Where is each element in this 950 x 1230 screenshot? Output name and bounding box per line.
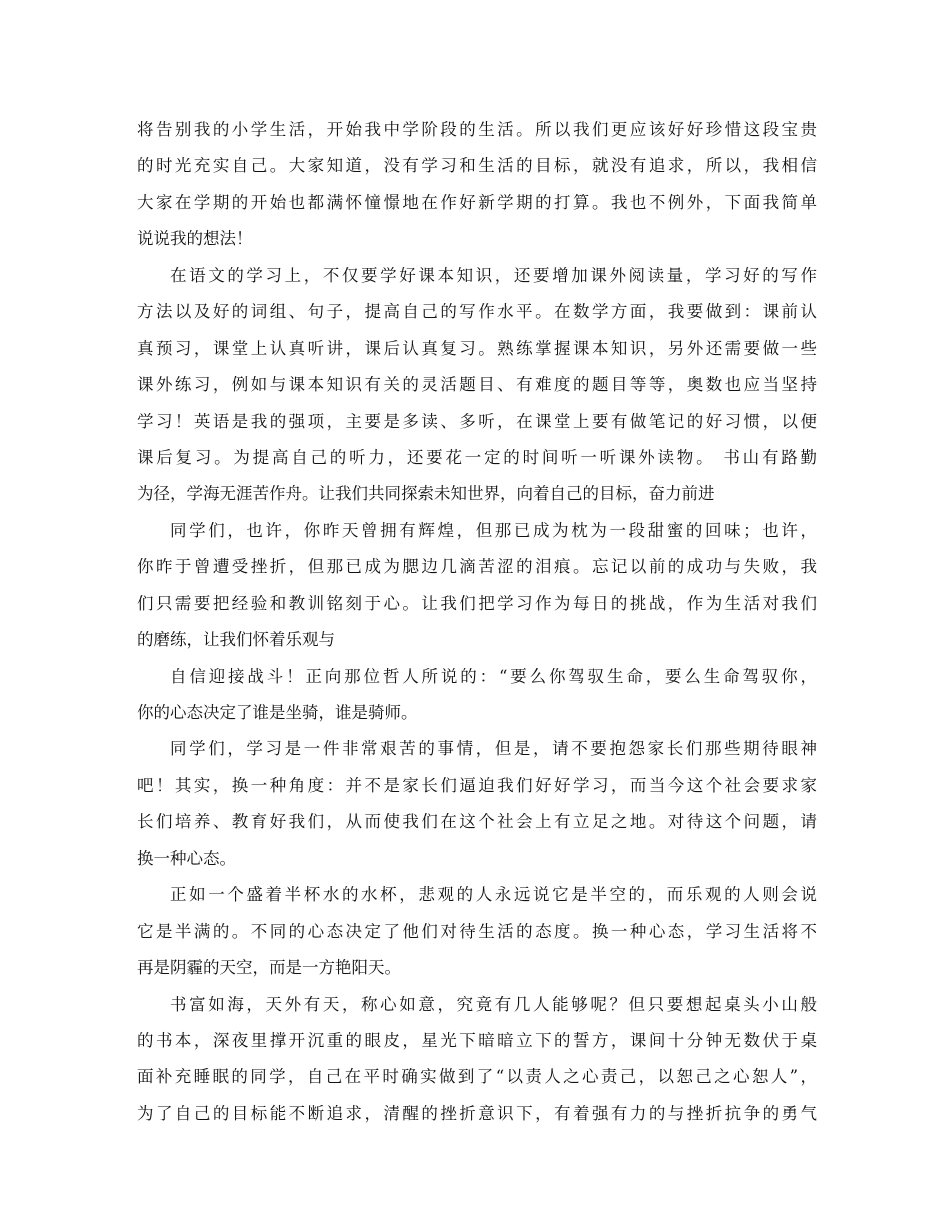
paragraph-first-line: 书富如海，天外有天，称心如意，究竟有几人能够呢？但只要想起桌头小山般: [170, 994, 817, 1014]
text-line: 方法以及好的词组、句子，提高自己的写作水平。在数学方面，我要做到：课前认: [137, 302, 817, 322]
paragraph-first-line: 在语文的学习上，不仅要学好课本知识，还要增加课外阅读量，学习好的写作: [170, 265, 817, 285]
text-line: 换一种心态。: [137, 848, 236, 868]
text-line: 你昨于曾遭受挫折，但那已成为腮边几滴苦涩的泪痕。忘记以前的成功与失败，我: [137, 557, 817, 577]
text-line: 它是半满的。不同的心态决定了他们对待生活的态度。换一种心态，学习生活将不: [137, 921, 817, 941]
text-line: 学习！英语是我的强项，主要是多读、多听，在课堂上要有做笔记的好习惯，以便: [137, 411, 817, 431]
text-line: 再是阴霾的天空，而是一方艳阳天。: [137, 958, 401, 978]
text-line: 面补充睡眠的同学，自己在平时确实做到了“以责人之心责己，以恕己之心恕人”，: [137, 1067, 817, 1087]
text-line: 课外练习，例如与课本知识有关的灵活题目、有难度的题目等等，奥数也应当坚持: [137, 375, 817, 395]
text-line: 的磨练，让我们怀着乐观与: [137, 630, 335, 650]
paragraph-first-line: 同学们，也许，你昨天曾拥有辉煌，但那已成为枕为一段甜蜜的回味；也许，: [170, 520, 817, 540]
text-line: 将告别我的小学生活，开始我中学阶段的生活。所以我们更应该好好珍惜这段宝贵: [137, 120, 817, 139]
text-line: 为径，学海无涯苦作舟。让我们共同探索未知世界，向着自己的目标，奋力前进: [137, 484, 715, 504]
text-line: 真预习，课堂上认真听讲，课后认真复习。熟练掌握课本知识，另外还需要做一些: [137, 338, 817, 358]
text-line: 的时光充实自己。大家知道，没有学习和生活的目标，就没有追求，所以，我相信: [137, 156, 817, 176]
text-line: 你的心态决定了谁是坐骑，谁是骑师。: [137, 703, 418, 722]
document-body: [137, 112, 817, 1132]
paragraph-first-line: 正如一个盛着半杯水的水杯，悲观的人永远说它是半空的，而乐观的人则会说: [170, 885, 817, 905]
paragraph-first-line: 自信迎接战斗！正向那位哲人所说的：“要么你驾驭生命，要么生命驾驭你，: [170, 666, 817, 686]
paragraph-first-line: 同学们，学习是一件非常艰苦的事情，但是，请不要抱怨家长们那些期待眼神: [170, 739, 817, 759]
text-line: 大家在学期的开始也都满怀憧憬地在作好新学期的打算。我也不例外，下面我简单: [137, 192, 817, 212]
text-line: 的书本，深夜里撑开沉重的眼皮，星光下暗暗立下的誓方，课间十分钟无数伏于桌: [137, 1030, 817, 1050]
text-line: 为了自己的目标能不断追求，清醒的挫折意识下，有着强有力的与挫折抗争的勇气: [137, 1103, 817, 1123]
text-line: 长们培养、教育好我们，从而使我们在这个社会上有立足之地。对待这个问题，请: [137, 812, 817, 832]
text-line: 课后复习。为提高自己的听力，还要花一定的时间听一听课外读物。 书山有路勤: [137, 447, 817, 467]
text-line: 说说我的想法！: [137, 229, 253, 249]
text-line: 们只需要把经验和教训铭刻于心。让我们把学习作为每日的挑战，作为生活对我们: [137, 593, 817, 613]
text-line: 吧！其实，换一种角度：并不是家长们逼迫我们好好学习，而当今这个社会要求家: [137, 775, 817, 795]
